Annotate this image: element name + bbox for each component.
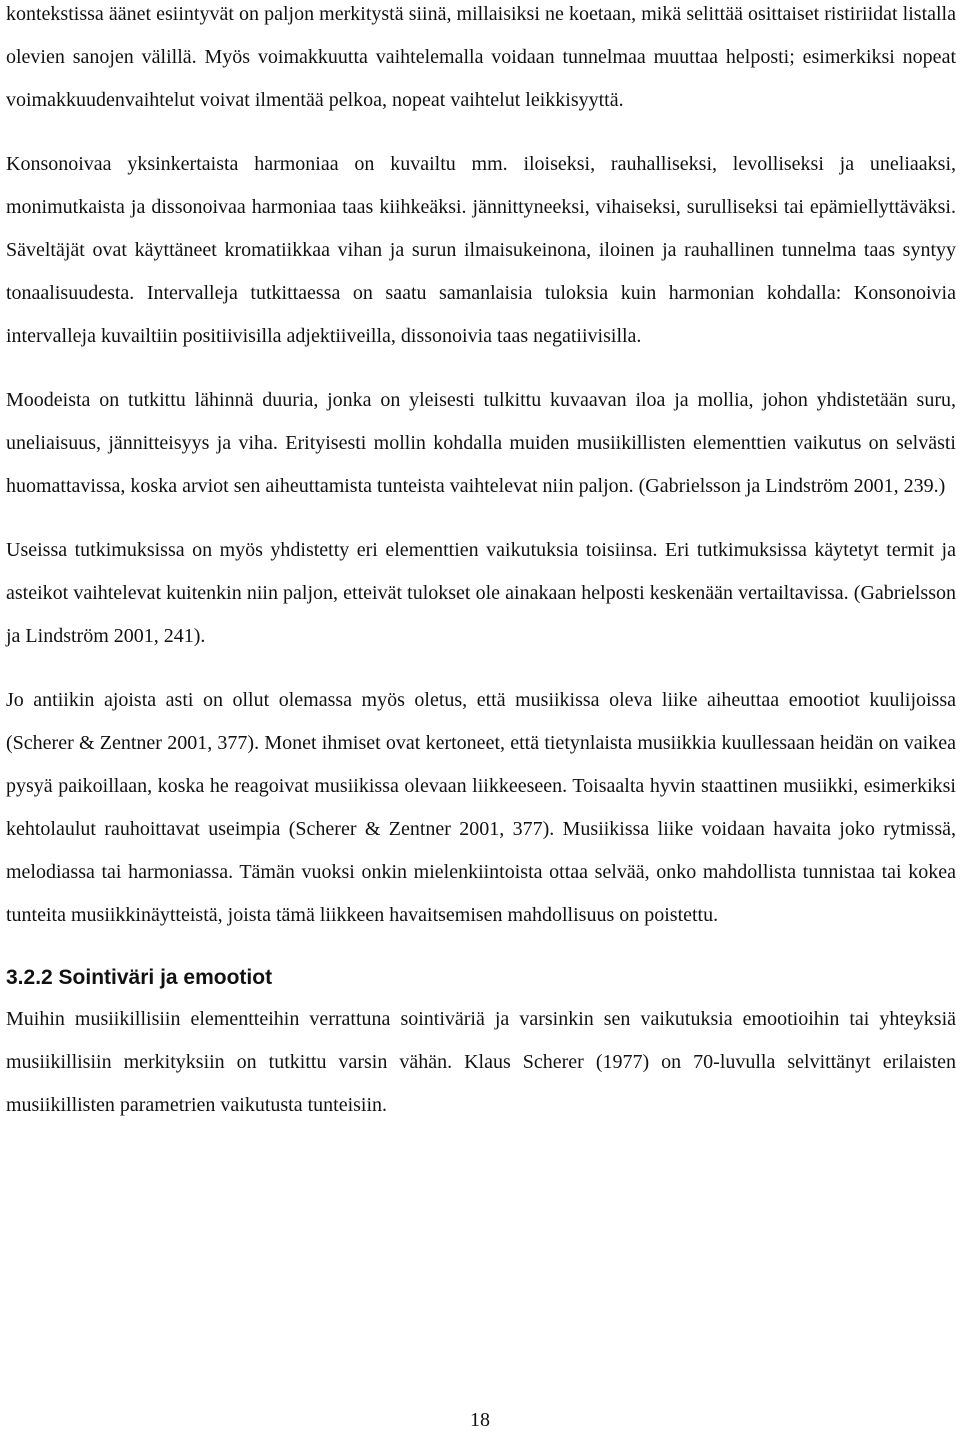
paragraph-movement: Jo antiikin ajoista asti on ollut olemassa myös oletus, että musiikissa oleva liike aiheuttaa emootiot kuulijoissa (Scherer & Zentner 2001, 377). Monet ihmiset ovat kertoneet, että tietynlaista musiikkia kuullessaan heidän on vaikea pysyä paikoillaan, koska he reagoivat musiikissa olevaan liikkeeseen. Toisaalta hyvin staattinen musiikki, esimerkiksi kehtolaulut rauhoittavat useimpia (Scherer & Zentner 2001, 377). Musiikissa liike voidaan havaita joko rytmissä, melodiassa tai harmoniassa. Tämän vuoksi onkin mielenkiintoista ottaa selvää, onko mahdollista tunnistaa tai kokea tunteita musiikkinäytteistä, joista tämä liikkeen havaitsemisen mahdollisuus on poistettu. xyxy=(6,689,956,926)
paragraph-combined-elements: Useissa tutkimuksissa on myös yhdistetty eri elementtien vaikutuksia toisiinsa. Eri tutkimuksissa käytetyt termit ja asteikot vaihtelevat kuitenkin niin paljon, etteivät tulokset ole ainakaan helposti keskenään vertailtavissa. (Gabrielsson ja Lindström 2001, 241). xyxy=(6,539,956,647)
paragraph-loudness: kontekstissa äänet esiintyvät on paljon merkitystä siinä, millaisiksi ne koetaan, mikä selittää osittaiset ristiriidat listalla olevien sanojen välillä. Myös voimakkuutta vaihtelemalla voidaan tunnelmaa muuttaa helposti; esimerkiksi nopeat voimakkuudenvaihtelut voivat ilmentää pelkoa, nopeat vaihtelut leikkisyyttä. xyxy=(6,3,956,111)
document-page xyxy=(6,0,956,1127)
paragraph-harmony: Konsonoivaa yksinkertaista harmoniaa on kuvailtu mm. iloiseksi, rauhalliseksi, levolliseksi ja uneliaaksi, monimutkaista ja dissonoivaa harmoniaa taas kiihkeäksi. jännittyneeksi, vihaiseksi, surulliseksi tai epämiellyttäväksi. Säveltäjät ovat käyttäneet kromatiikkaa vihan ja surun ilmaisukeinona, iloinen ja rauhallinen tunnelma taas syntyy tonaalisuudesta. Intervalleja tutkittaessa on saatu samanlaisia tuloksia kuin harmonian kohdalla: Konsonoivia intervalleja kuvailtiin positiivisilla adjektiiveilla, dissonoivia taas negatiivisilla. xyxy=(6,153,956,347)
paragraph-modes: Moodeista on tutkittu lähinnä duuria, jonka on yleisesti tulkittu kuvaavan iloa ja mollia, johon yhdistetään suru, uneliaisuus, jännitteisyys ja viha. Erityisesti mollin kohdalla muiden musiikillisten elementtien vaikutus on selvästi huomattavissa, koska arviot sen aiheuttamista tunteista vaihtelevat niin paljon. (Gabrielsson ja Lindström 2001, 239.) xyxy=(6,389,956,497)
section-heading: 3.2.2 Sointiväri ja emootiot xyxy=(6,966,273,989)
page-number: 18 xyxy=(470,1409,490,1431)
paragraph-timbre: Muihin musiikillisiin elementteihin verrattuna sointiväriä ja varsinkin sen vaikutuksia emootioihin tai yhteyksiä musiikillisiin merkityksiin on tutkittu varsin vähän. Klaus Scherer (1977) on 70-luvulla selvittänyt erilaisten musiikillisten parametrien vaikutusta tunteisiin. xyxy=(6,1008,956,1116)
